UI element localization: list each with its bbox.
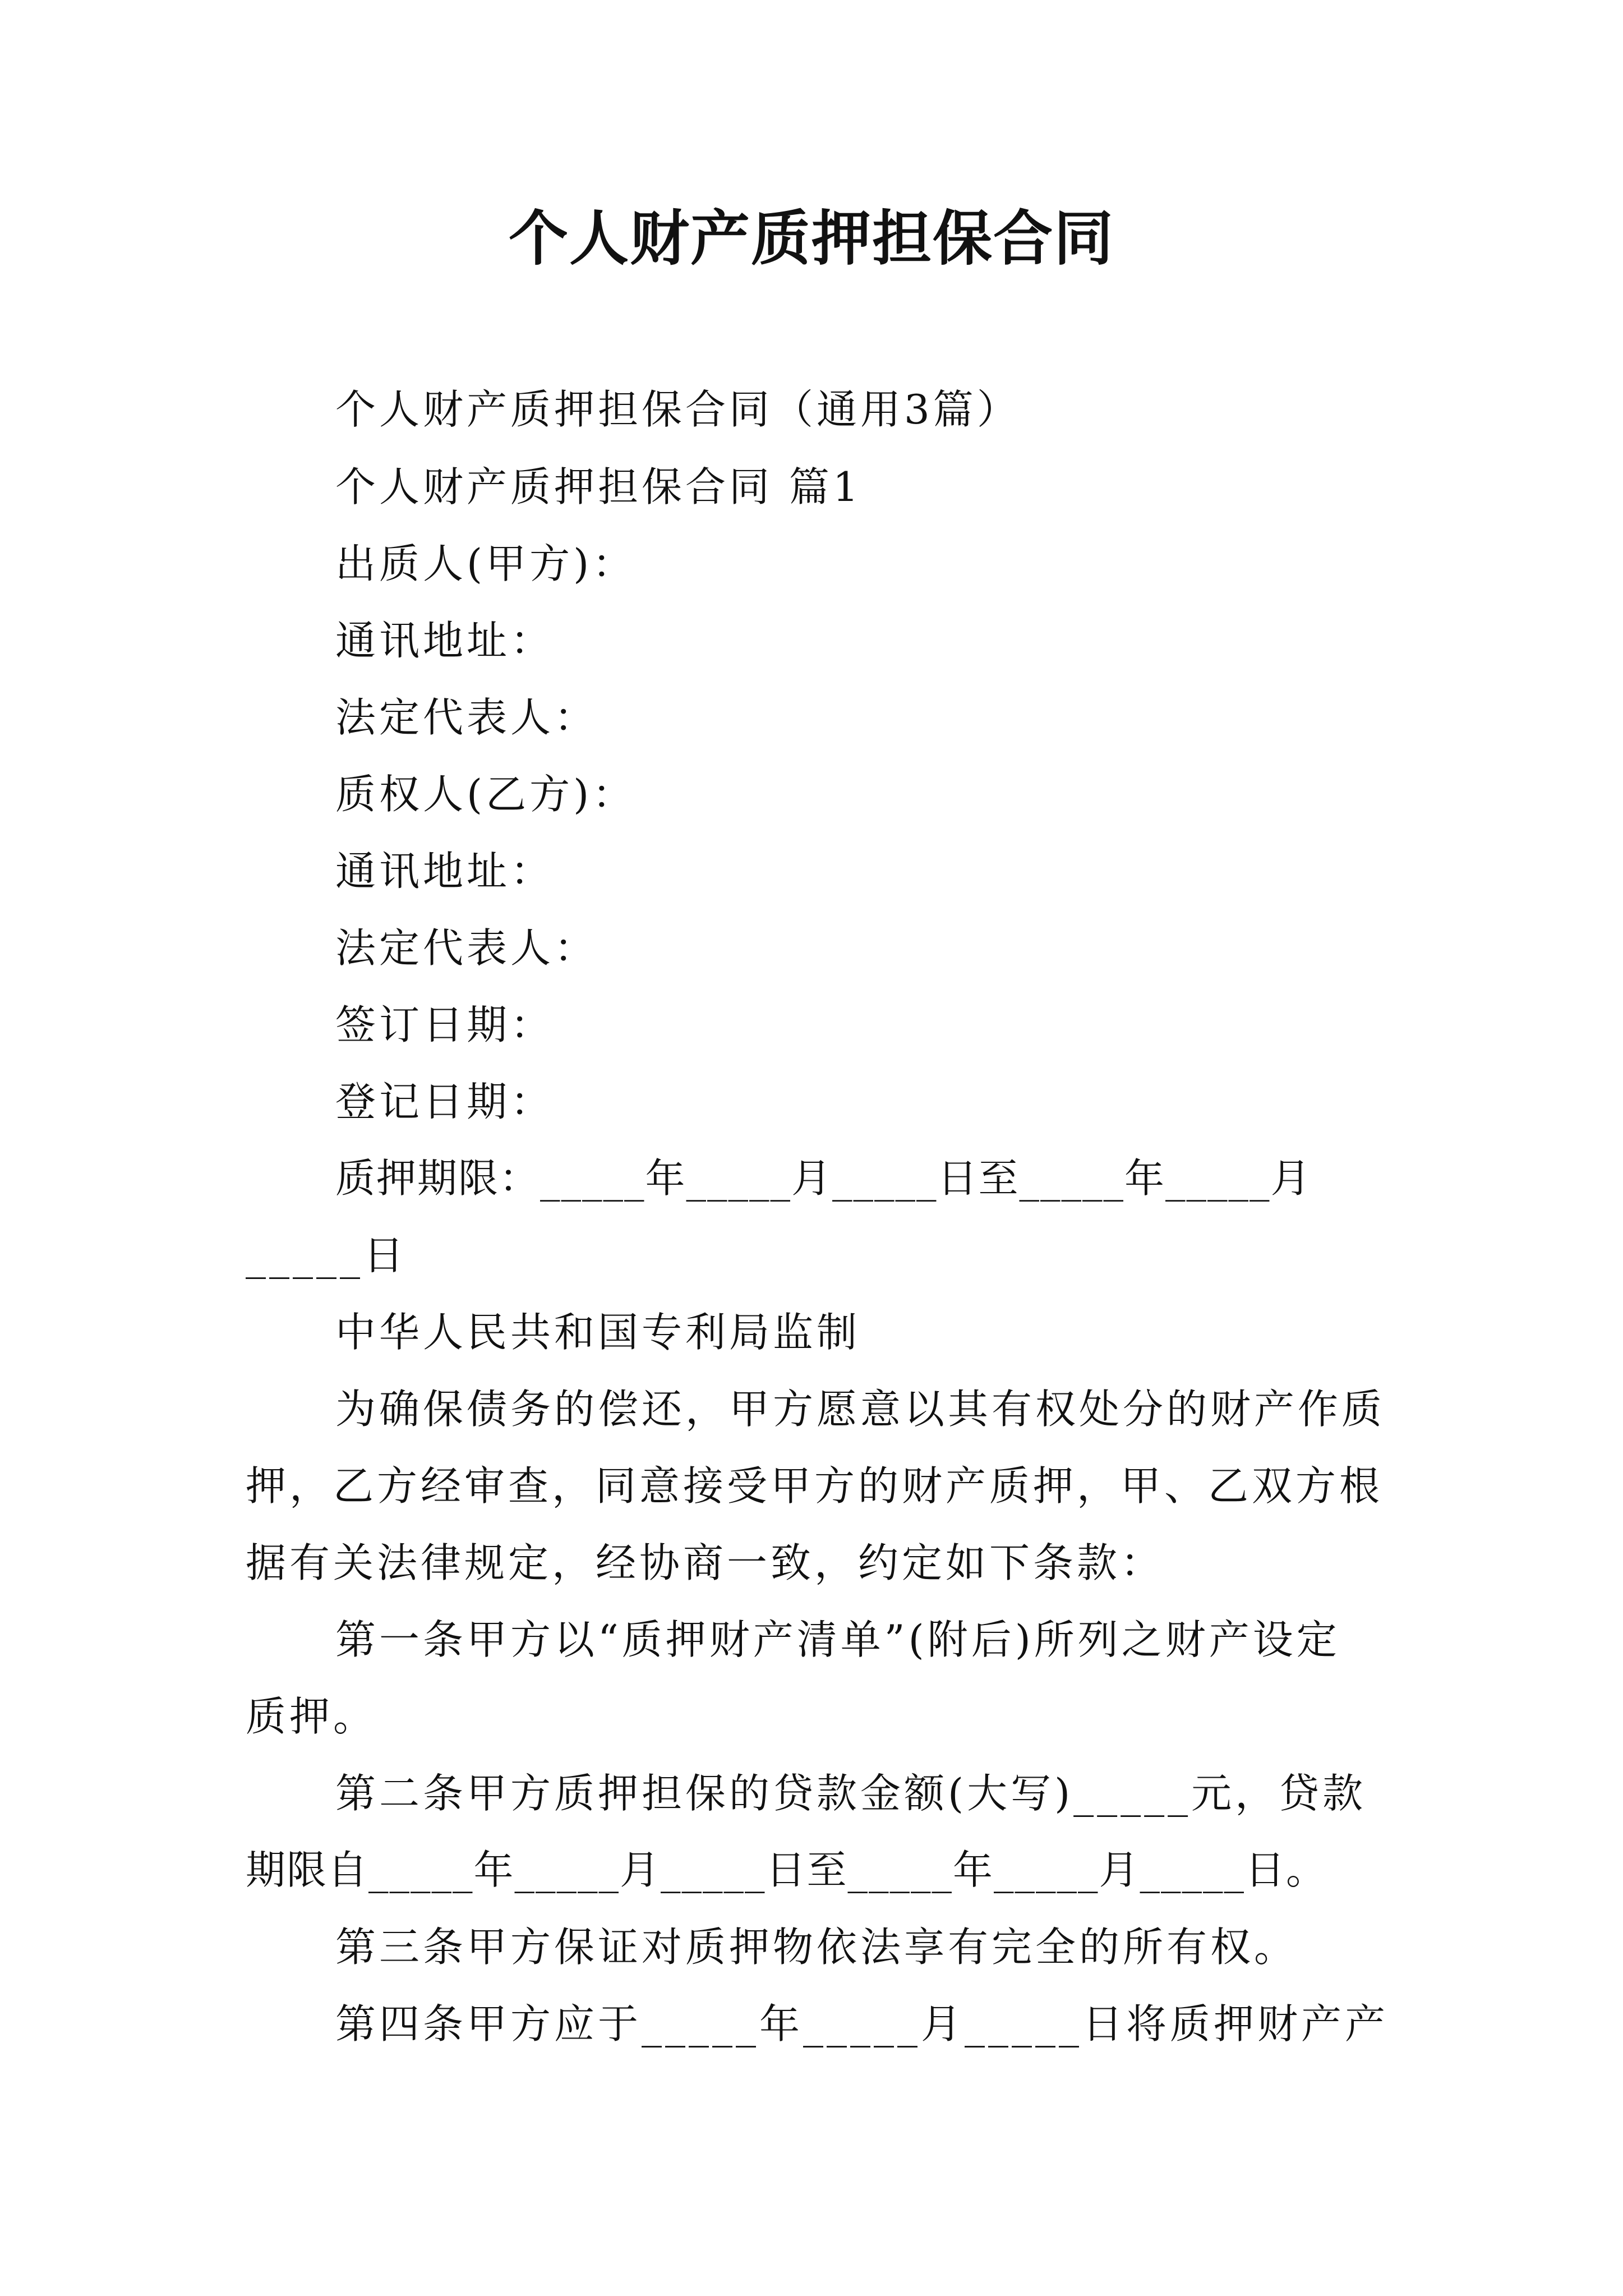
document-title: 个人财产质押担保合同 [509, 203, 1114, 273]
pledge-term-field: 质押期限：_____年_____月_____日至_____年_____月 [335, 1155, 1312, 1202]
pledge-term-continuation: _____日 [246, 1232, 408, 1279]
preamble-line-2: 押，乙方经审查，同意接受甲方的财产质押，甲、乙双方根 [246, 1462, 1384, 1510]
supervisor-line: 中华人民共和国专利局监制 [335, 1309, 861, 1356]
pledgor-field: 出质人(甲方)： [335, 540, 637, 587]
registration-date-field: 登记日期： [335, 1078, 555, 1125]
section-heading: 个人财产质押担保合同 篇1 [335, 463, 862, 510]
article-1-line-2: 质押。 [246, 1693, 377, 1740]
preamble-line-1: 为确保债务的偿还，甲方愿意以其有权处分的财产作质 [335, 1386, 1386, 1433]
pledgee-field: 质权人(乙方)： [335, 771, 637, 818]
pledgee-address-field: 通讯地址： [335, 848, 555, 895]
article-4-line: 第四条甲方应于_____年_____月_____日将质押财产产 [335, 2000, 1389, 2047]
article-2-line-1: 第二条甲方质押担保的贷款金额(大写)_____元，贷款 [335, 1770, 1367, 1817]
article-2-line-2: 期限自_____年_____月_____日至_____年_____月_____日。 [246, 1847, 1327, 1893]
pledgee-representative-field: 法定代表人： [335, 924, 598, 972]
article-1-line-1: 第一条甲方以“质押财产清单”(附后)所列之财产设定 [335, 1616, 1340, 1663]
article-3-line: 第三条甲方保证对质押物依法享有完全的所有权。 [335, 1924, 1298, 1971]
signing-date-field: 签订日期： [335, 1001, 555, 1048]
subtitle-line: 个人财产质押担保合同（通用3篇） [335, 386, 1021, 433]
pledgor-address-field: 通讯地址： [335, 617, 555, 664]
pledgor-representative-field: 法定代表人： [335, 694, 598, 741]
preamble-line-3: 据有关法律规定，经协商一致，约定如下条款： [246, 1539, 1165, 1586]
